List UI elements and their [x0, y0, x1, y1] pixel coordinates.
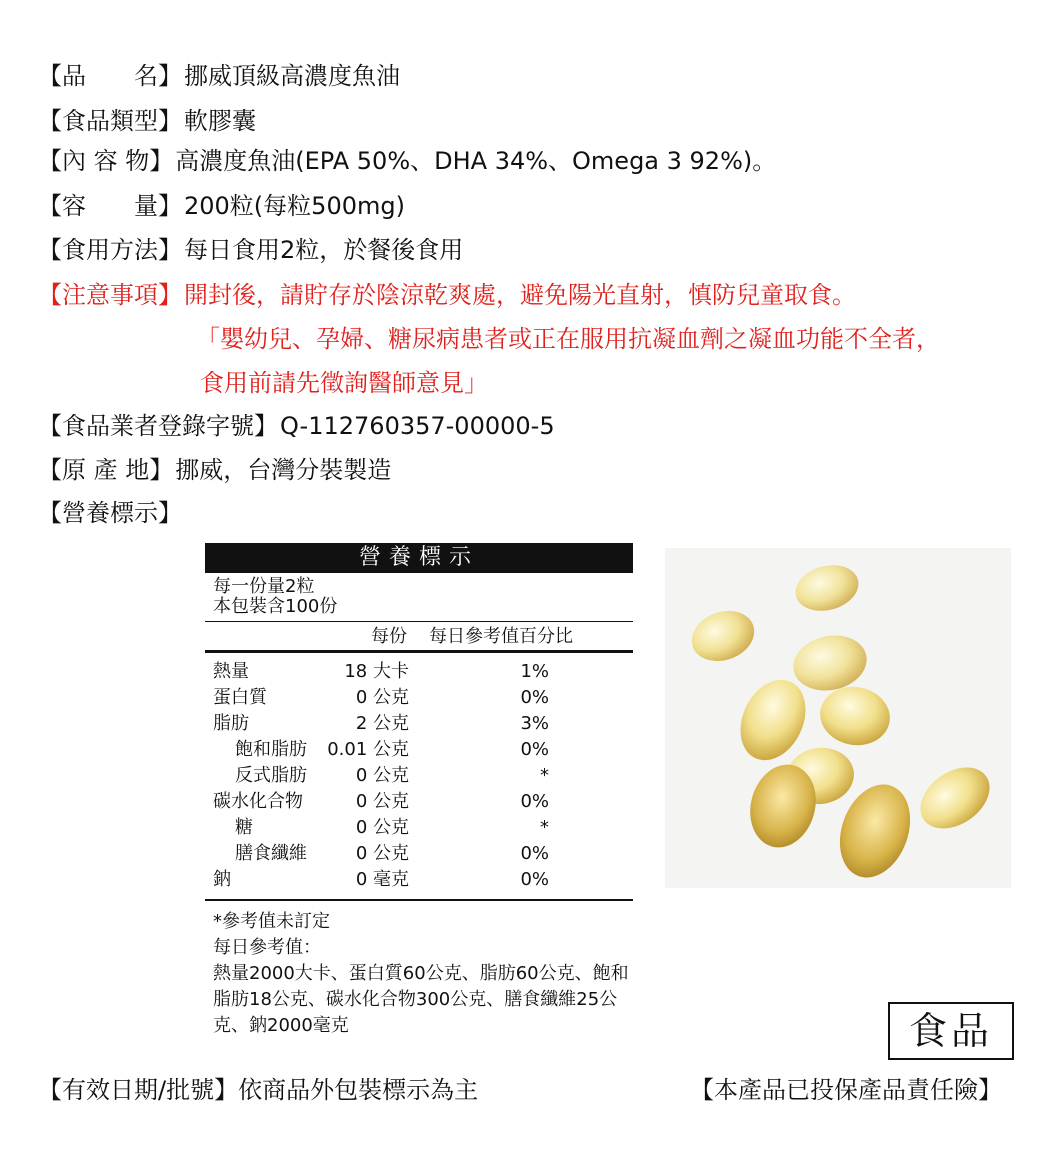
warning-line-1: 開封後，請貯存於陰涼乾爽處，避免陽光直射，慎防兒童取食。	[184, 281, 856, 309]
nutrient-name: 飽和脂肪	[235, 739, 307, 760]
serving-size: 每一份量2粒	[213, 576, 315, 597]
insurance-note: 【本產品已投保產品責任險】	[690, 1076, 1002, 1104]
expiry-value: 依商品外包裝標示為主	[238, 1076, 479, 1104]
column-headers	[205, 622, 633, 653]
servings-per-pack: 本包裝含100份	[213, 596, 338, 617]
nutrient-name: 脂肪	[213, 713, 249, 734]
nutrition-row	[205, 659, 633, 685]
nutrition-row	[205, 841, 633, 867]
nutrient-dv: 0%	[520, 869, 549, 890]
nutrient-amount: 0 公克	[355, 817, 409, 838]
info-value: 挪威頂級高濃度魚油	[184, 62, 400, 90]
nutrition-title: 營養標示	[205, 543, 633, 573]
nutrition-row	[205, 867, 633, 893]
food-stamp: 食品	[888, 1002, 1014, 1060]
nutrient-dv: 0%	[520, 739, 549, 760]
nutrition-row	[205, 711, 633, 737]
nutrient-dv: 3%	[520, 713, 549, 734]
note: *參考值未訂定	[213, 911, 330, 932]
info-type-row	[38, 106, 256, 136]
dv-title: 每日參考值：	[213, 937, 321, 958]
info-value: 200粒(每粒500mg)	[184, 192, 405, 220]
nutrient-name: 鈉	[213, 869, 231, 890]
info-name-row	[38, 61, 400, 91]
nutrient-amount: 0 公克	[355, 791, 409, 812]
expiry-row	[38, 1075, 478, 1105]
nutrient-name: 碳水化合物	[213, 791, 303, 812]
nutrition-items	[205, 653, 633, 901]
nutrient-dv: 1%	[520, 661, 549, 682]
info-label: 【食用方法】	[38, 236, 182, 264]
nutrient-name: 蛋白質	[213, 687, 267, 708]
nutrient-name: 反式脂肪	[235, 765, 307, 786]
serving-info	[205, 573, 633, 622]
nutrition-heading: 【營養標示】	[38, 499, 182, 527]
origin-label: 【原 產 地】	[38, 456, 174, 484]
nutrition-footnote	[205, 901, 633, 1039]
registration-value: Q-112760357-00000-5	[280, 412, 555, 440]
dv-text: 熱量2000大卡、蛋白質60公克、脂肪60公克、飽和脂肪18公克、碳水化合物300公克、膳食纖維25公克、鈉2000毫克	[213, 963, 629, 1036]
nutrition-row	[205, 685, 633, 711]
registration-row	[38, 411, 555, 441]
info-value: 軟膠囊	[184, 107, 256, 135]
nutrient-amount: 0 公克	[355, 687, 409, 708]
info-label: 【容 量】	[38, 192, 182, 220]
nutrient-amount: 2 公克	[355, 713, 409, 734]
nutrition-row	[205, 763, 633, 789]
nutrient-dv: *	[540, 765, 549, 786]
warning-line-2: 「嬰幼兒、孕婦、糖尿病患者或正在服用抗凝血劑之凝血功能不全者，	[196, 325, 940, 353]
nutrition-table	[205, 543, 633, 1039]
nutrient-dv: *	[540, 817, 549, 838]
info-label: 【內 容 物】	[38, 147, 174, 175]
info-label: 【品 名】	[38, 62, 182, 90]
nutrient-amount: 0 公克	[355, 843, 409, 864]
nutrient-amount: 0 公克	[355, 765, 409, 786]
nutrient-name: 膳食纖維	[235, 843, 307, 864]
nutrient-amount: 18 大卡	[344, 661, 409, 682]
info-value: 高濃度魚油(EPA 50%、DHA 34%、Omega 3 92%)。	[175, 147, 777, 175]
warning-label: 【注意事項】	[38, 281, 182, 309]
capsule-illustration	[665, 548, 1011, 888]
warning-row	[38, 280, 856, 310]
nutrition-row	[205, 789, 633, 815]
nutrition-row	[205, 815, 633, 841]
origin-row	[38, 455, 391, 485]
origin-value: 挪威，台灣分裝製造	[175, 456, 392, 484]
info-usage-row	[38, 235, 463, 265]
nutrient-amount: 0.01 公克	[327, 739, 409, 760]
registration-label: 【食品業者登錄字號】	[38, 412, 278, 440]
nutrient-name: 熱量	[213, 661, 249, 682]
info-value: 每日食用2粒，於餐後食用	[184, 236, 464, 264]
nutrient-dv: 0%	[520, 687, 549, 708]
nutrient-amount: 0 毫克	[355, 869, 409, 890]
nutrition-row	[205, 737, 633, 763]
warning-line-3: 食用前請先徵詢醫師意見」	[200, 369, 488, 397]
expiry-label: 【有效日期/批號】	[38, 1076, 239, 1104]
info-quantity-row	[38, 191, 405, 221]
col-daily-value: 每日參考值百分比	[429, 626, 573, 647]
nutrient-name: 糖	[235, 817, 253, 838]
nutrient-dv: 0%	[520, 791, 549, 812]
nutrient-dv: 0%	[520, 843, 549, 864]
col-per-serving: 每份	[371, 626, 407, 647]
capsule-photo	[665, 548, 1011, 888]
info-contents-row	[38, 146, 776, 176]
info-label: 【食品類型】	[38, 107, 182, 135]
